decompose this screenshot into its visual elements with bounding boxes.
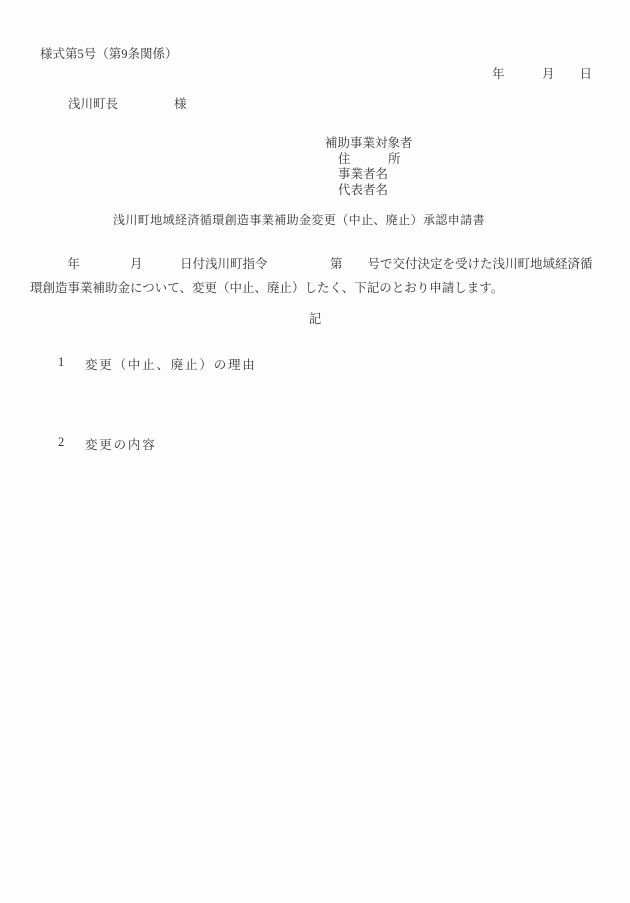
form-number: 様式第5号（第9条関係） — [40, 47, 178, 61]
record-marker: 記 — [308, 312, 322, 326]
applicant-heading: 補助事業対象者 — [325, 136, 413, 150]
applicant-business-name-label: 事業者名 — [338, 167, 389, 182]
item-2-number: 2 — [58, 435, 65, 449]
document-title: 浅川町地域経済循環創造事業補助金変更（中止、廃止）承認申請書 — [113, 213, 486, 227]
addressee-name: 浅川町長 — [68, 97, 119, 111]
item-1-number: 1 — [58, 355, 65, 369]
body-paragraph — [30, 252, 608, 300]
applicant-address-label: 住 所 — [338, 151, 401, 166]
item-2 — [0, 435, 630, 453]
applicant-representative-label: 代表者名 — [338, 182, 389, 197]
body-line-2: 環創造事業補助金について、変更（中止、廃止）したく、下記のとおり申請します。 — [30, 281, 504, 295]
date-line: 年 月 日 — [491, 67, 592, 81]
addressee-honorific: 様 — [174, 97, 187, 111]
item-1-label: 変更（中止、廃止）の理由 — [85, 358, 257, 372]
item-2-label: 変更の内容 — [85, 438, 157, 452]
applicant-block — [325, 136, 413, 198]
body-line-1: 年 月 日付浅川町指令 第 号で交付決定を受けた浅川町地域経済循 — [30, 257, 593, 271]
item-1 — [0, 355, 630, 373]
